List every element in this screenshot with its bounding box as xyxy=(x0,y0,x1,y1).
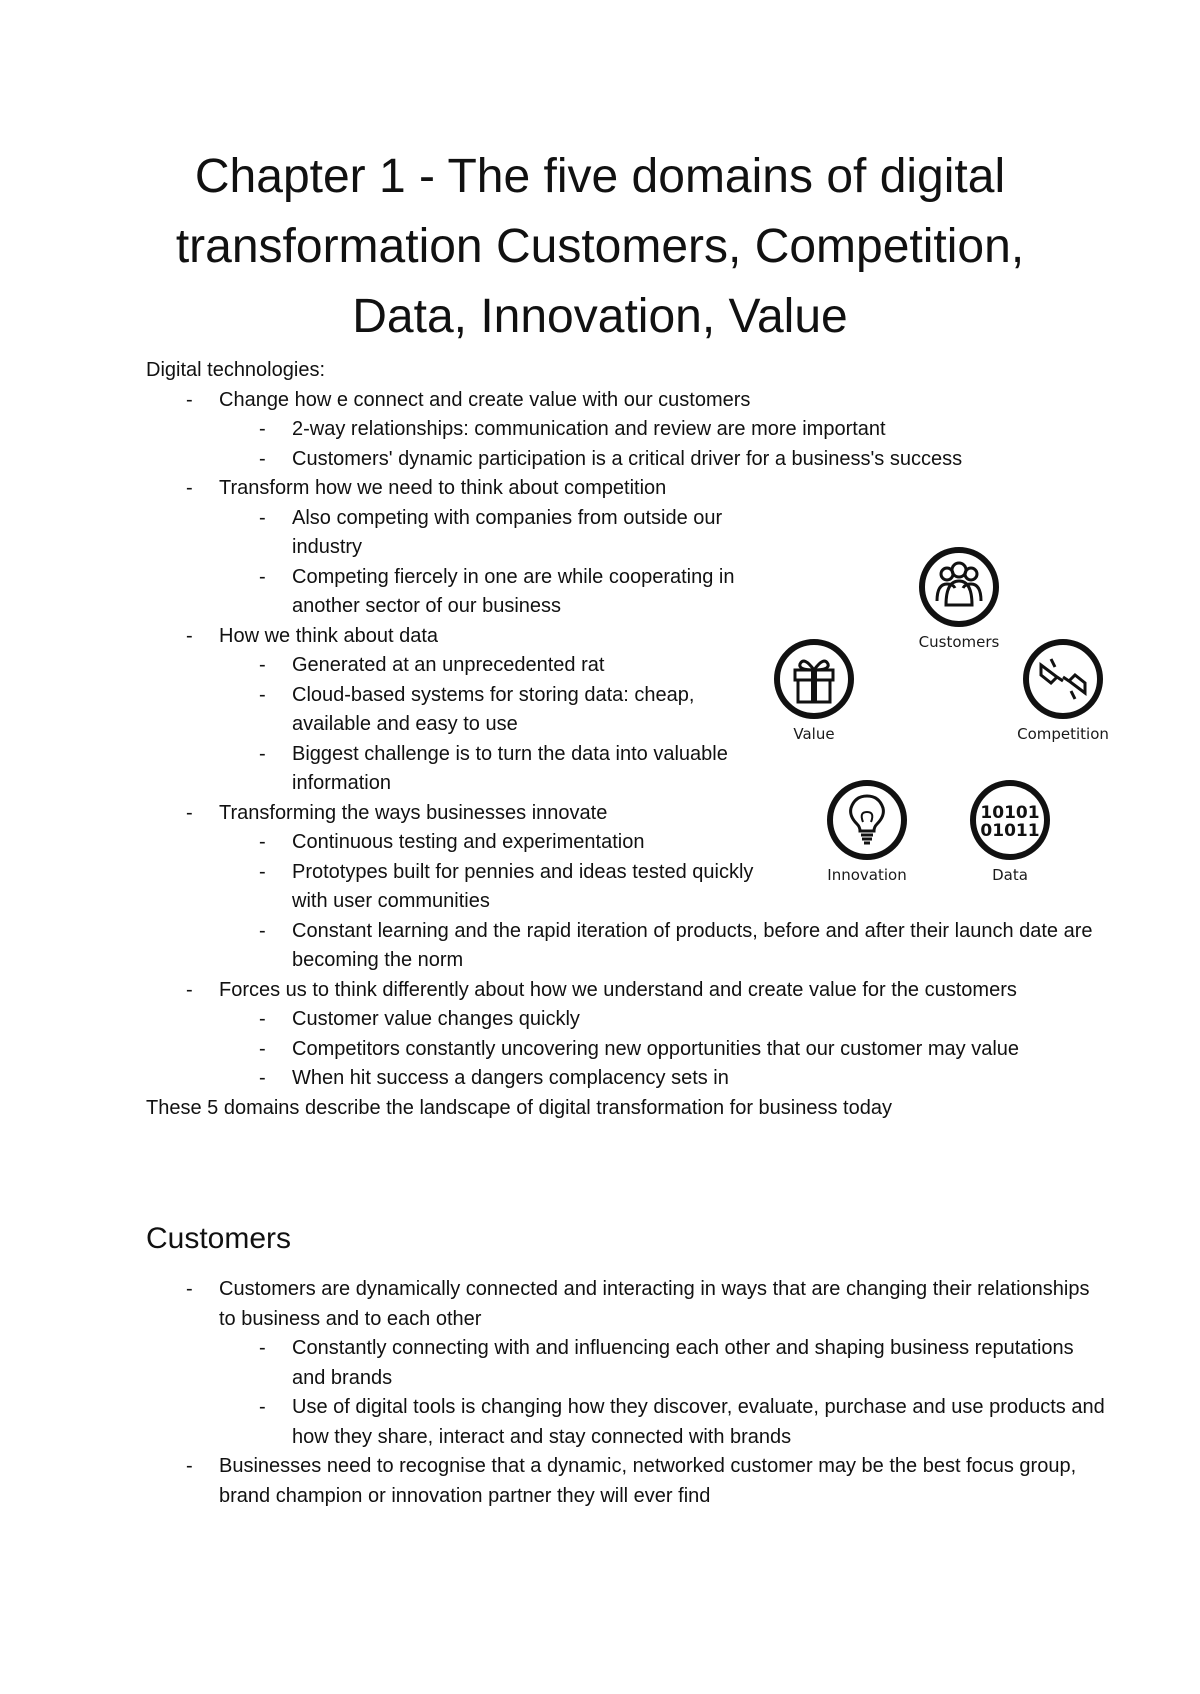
section-heading-customers: Customers xyxy=(146,1222,292,1255)
sub-bullet-list xyxy=(219,1334,1106,1452)
sub-bullet-list xyxy=(219,1005,1106,1094)
value-label: Value xyxy=(793,725,835,743)
innovation-label: Innovation xyxy=(827,866,907,884)
customers-label: Customers xyxy=(918,633,1000,651)
list-item: - Use of digital tools is changing how they discover, evaluate, purchase and use products and how they share, interact and stay connected with brands xyxy=(259,1396,1105,1448)
list-item: - Forces us to think differently about how we understand and create value for the customers - Customer value changes quickly - Competitors constantly uncovering new opportunities that our customer may value - When hit success a dangers complacency sets in xyxy=(146,976,1106,1094)
page-title: Chapter 1 - The five domains of digital transformation Customers, Competition, Data, Innovation, Value xyxy=(175,150,1025,343)
list-item: - Transform how we need to think about competition - Also competing with companies from outside our industry - Competing fiercely in one are while cooperating in another sector of our business xyxy=(146,474,1106,622)
list-item: - Constant learning and the rapid iteration of products, before and after their launch date are becoming the norm xyxy=(259,919,1093,971)
lightbulb-icon xyxy=(825,778,909,862)
customers-bullet-list xyxy=(146,1275,1106,1511)
list-item: - Cloud-based systems for storing data: cheap, available and easy to use xyxy=(259,683,695,735)
list-item: - Customer value changes quickly xyxy=(259,1008,580,1030)
list-item: - How we think about data - Generated at an unprecedented rat - Cloud-based systems for storing data: cheap, available and easy to use - Biggest challenge is to turn the data into valuable information xyxy=(146,622,1106,799)
competition-label: Competition xyxy=(1017,725,1109,743)
innovation-domain xyxy=(807,778,927,884)
list-item: - 2-way relationships: communication and review are more important xyxy=(259,418,886,440)
value-domain xyxy=(754,637,874,743)
competition-domain xyxy=(1003,637,1123,743)
data-icon-line2: 01011 xyxy=(980,821,1040,841)
list-item: - Competitors constantly uncovering new opportunities that our customer may value xyxy=(259,1037,1020,1060)
list-item: - Businesses need to recognise that a dynamic, networked customer may be the best focus group, brand champion or innovation partner they will ever find xyxy=(186,1455,1077,1507)
list-item: - Competing fiercely in one are while cooperating in another sector of our business xyxy=(259,565,735,617)
list-item: - Generated at an unprecedented rat xyxy=(259,654,605,676)
list-item: - Also competing with companies from outside our industry xyxy=(259,506,723,558)
competition-icon xyxy=(1021,637,1105,721)
five-domains-figure xyxy=(780,545,1140,885)
list-item: - Continuous testing and experimentation xyxy=(259,831,645,853)
list-item: - Biggest challenge is to turn the data into valuable information xyxy=(259,742,728,794)
list-item: - Constantly connecting with and influencing each other and shaping business reputations and brands xyxy=(259,1337,1074,1389)
outro-text: These 5 domains describe the landscape of digital transformation for business today xyxy=(146,1096,892,1119)
data-label: Data xyxy=(992,866,1028,884)
intro-label: Digital technologies: xyxy=(146,359,325,381)
list-item: - Customers are dynamically connected and interacting in ways that are changing their relationships to business and to each other - Constantly connecting with and influencing each other and shaping business reputations and brands - Use of digital tools is changing how they discover, evaluate, purchase and use products and how they share, interact and stay connected with brands xyxy=(146,1275,1106,1452)
customers-section xyxy=(146,1275,1106,1511)
list-item: - When hit success a dangers complacency sets in xyxy=(259,1067,729,1089)
list-item: - Change how e connect and create value with our customers - 2-way relationships: communication and review are more important - Customers' dynamic participation is a critical driver for a business's success xyxy=(146,386,1106,475)
gift-icon xyxy=(772,637,856,721)
data-domain xyxy=(950,778,1070,884)
data-icon-line1: 10101 xyxy=(980,803,1040,823)
sub-bullet-list xyxy=(219,415,1106,474)
list-item: - Customers' dynamic participation is a critical driver for a business's success xyxy=(259,447,963,470)
binary-data-icon xyxy=(968,778,1052,862)
customers-domain xyxy=(899,545,1019,651)
list-item: - Transforming the ways businesses innovate - Continuous testing and experimentation - Prototypes built for pennies and ideas tested quickly with user communities - Constant learning and the rapid iteration of products, before and after their launch date are becoming the norm xyxy=(146,799,1106,976)
customers-icon xyxy=(917,545,1001,629)
list-item: - Prototypes built for pennies and ideas tested quickly with user communities xyxy=(259,860,754,912)
